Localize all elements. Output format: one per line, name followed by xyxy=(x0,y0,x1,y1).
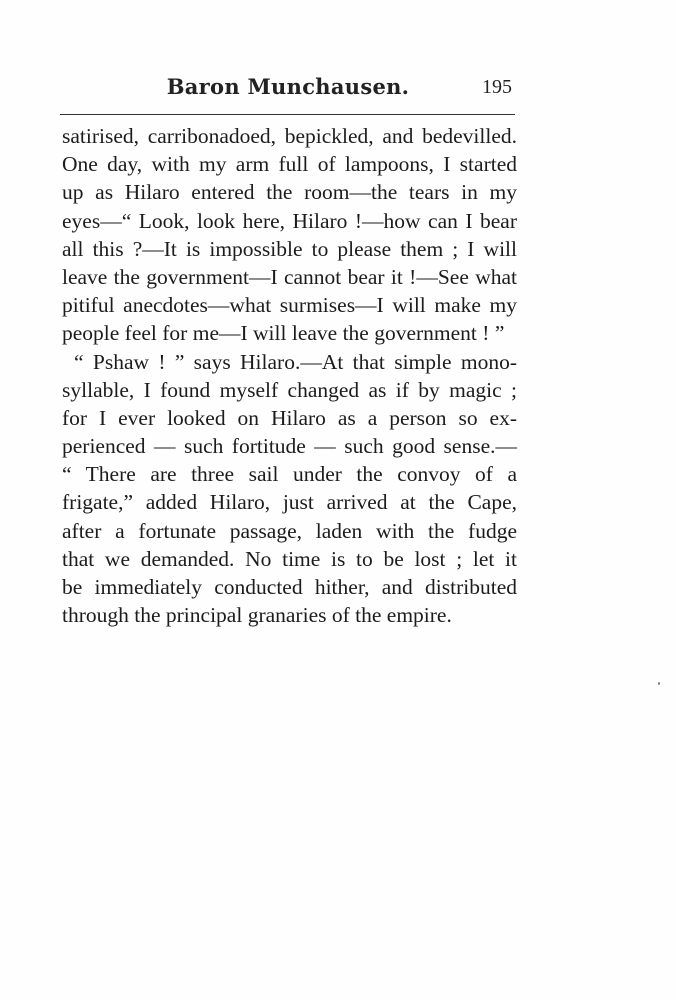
text-line: people feel for me—I will leave the government ! ” xyxy=(62,321,505,346)
text-line: One day, with my arm full of lampoons, I started xyxy=(62,152,517,177)
page-number: 195 xyxy=(482,76,512,98)
text-line: all this ?—It is impossible to please them ; I will xyxy=(62,236,517,261)
text-line: “ Pshaw ! ” says Hilaro.—At that simple mono- xyxy=(74,349,517,374)
text-line: perienced — such fortitude — such good sense.— xyxy=(62,434,517,459)
text-line: leave the government—I cannot bear it !—See what xyxy=(62,264,517,289)
text-line: frigate,” added Hilaro, just arrived at the Cape, xyxy=(62,490,517,515)
text-line: after a fortunate passage, laden with the fudge xyxy=(62,518,517,543)
text-line: up as Hilaro entered the room—the tears in my xyxy=(62,180,517,205)
text-line: that we demanded. No time is to be lost ; let it xyxy=(62,546,517,571)
paper-speck xyxy=(658,682,660,685)
running-head xyxy=(60,74,516,106)
text-line: “ There are three sail under the convoy of a xyxy=(62,462,517,487)
body-text xyxy=(62,122,517,629)
running-title: Baron Munchausen. xyxy=(166,74,410,99)
text-line: eyes—“ Look, look here, Hilaro !—how can I bear xyxy=(62,208,517,233)
header-rule xyxy=(60,114,515,115)
text-line: for I ever looked on Hilaro as a person so ex- xyxy=(62,405,517,430)
text-line: be immediately conducted hither, and distributed xyxy=(62,575,517,599)
text-line: syllable, I found myself changed as if by magic ; xyxy=(62,377,517,402)
text-line: pitiful anecdotes—what surmises—I will make my xyxy=(62,293,517,318)
text-line: satirised, carribonadoed, bepickled, and bedevilled. xyxy=(62,124,517,148)
text-line: through the principal granaries of the empire. xyxy=(62,603,452,628)
